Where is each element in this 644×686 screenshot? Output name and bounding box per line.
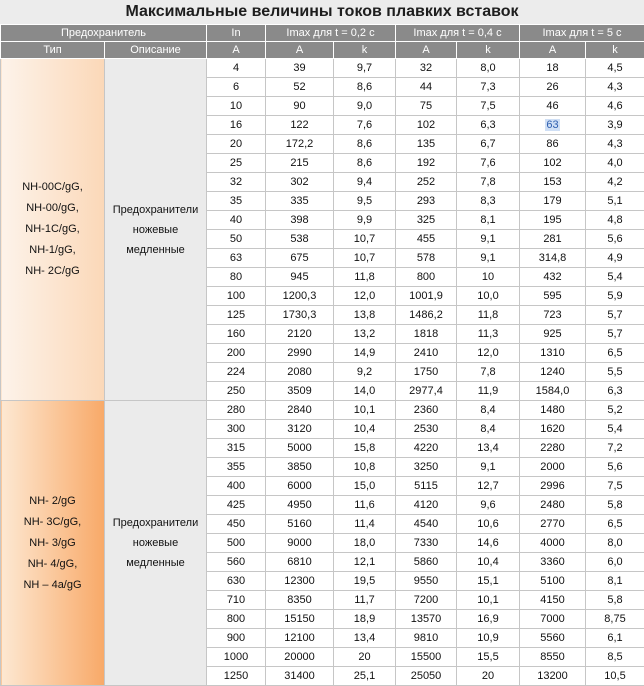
imax-0-4-k-cell: 7,5 bbox=[457, 97, 520, 116]
imax-5-a-cell: 281 bbox=[520, 230, 586, 249]
imax-5-a-cell bbox=[520, 116, 586, 135]
imax-0-2-k-cell: 20 bbox=[334, 648, 396, 667]
in-value-cell: 710 bbox=[207, 591, 266, 610]
imax-0-2-a-cell: 2080 bbox=[266, 363, 334, 382]
imax-0-2-k-cell: 10,1 bbox=[334, 401, 396, 420]
fuse-type-line: NH-1/gG, bbox=[1, 240, 104, 261]
imax-0-4-k-cell: 10,0 bbox=[457, 287, 520, 306]
imax-0-4-a-cell: 3250 bbox=[396, 458, 457, 477]
imax-0-4-k-cell: 12,0 bbox=[457, 344, 520, 363]
imax-5-a-cell: 3360 bbox=[520, 553, 586, 572]
imax-0-2-k-cell: 13,8 bbox=[334, 306, 396, 325]
imax-5-a-cell: 4150 bbox=[520, 591, 586, 610]
fuse-description-line: медленные bbox=[105, 553, 206, 573]
imax-0-4-a-cell: 7200 bbox=[396, 591, 457, 610]
imax-0-2-a-cell: 5000 bbox=[266, 439, 334, 458]
fuse-type-line: NH- 3/gG bbox=[1, 533, 104, 554]
imax-0-2-k-cell: 14,9 bbox=[334, 344, 396, 363]
imax-0-4-a-cell: 4220 bbox=[396, 439, 457, 458]
in-value-cell: 630 bbox=[207, 572, 266, 591]
imax-0-4-k-cell: 7,8 bbox=[457, 173, 520, 192]
imax-0-2-a-cell: 20000 bbox=[266, 648, 334, 667]
imax-0-4-a-cell: 9550 bbox=[396, 572, 457, 591]
imax-0-2-a-cell: 398 bbox=[266, 211, 334, 230]
imax-0-2-a-cell: 215 bbox=[266, 154, 334, 173]
imax-5-k-cell: 5,7 bbox=[586, 306, 644, 325]
in-value-cell: 6 bbox=[207, 78, 266, 97]
imax-5-k-cell: 5,1 bbox=[586, 192, 644, 211]
imax-0-4-k-cell: 10,6 bbox=[457, 515, 520, 534]
in-value-cell: 560 bbox=[207, 553, 266, 572]
imax-5-k-cell: 5,8 bbox=[586, 496, 644, 515]
unit-k: k bbox=[334, 42, 396, 59]
imax-0-2-a-cell: 31400 bbox=[266, 667, 334, 686]
imax-0-4-a-cell: 5115 bbox=[396, 477, 457, 496]
imax-5-k-cell: 3,9 bbox=[586, 116, 644, 135]
imax-0-2-a-cell: 1730,3 bbox=[266, 306, 334, 325]
fuse-description-cell bbox=[105, 401, 207, 686]
imax-5-a-cell: 26 bbox=[520, 78, 586, 97]
imax-0-2-k-cell: 11,6 bbox=[334, 496, 396, 515]
imax-0-4-k-cell: 6,7 bbox=[457, 135, 520, 154]
imax-0-2-a-cell: 2840 bbox=[266, 401, 334, 420]
table-row bbox=[1, 59, 644, 78]
in-value-cell: 200 bbox=[207, 344, 266, 363]
imax-0-2-k-cell: 25,1 bbox=[334, 667, 396, 686]
imax-0-2-a-cell: 39 bbox=[266, 59, 334, 78]
in-value-cell: 32 bbox=[207, 173, 266, 192]
imax-0-2-k-cell: 12,1 bbox=[334, 553, 396, 572]
imax-0-4-a-cell: 455 bbox=[396, 230, 457, 249]
header-imax-0-2: Imax для t = 0,2 c bbox=[266, 25, 396, 42]
imax-5-a-cell: 18 bbox=[520, 59, 586, 78]
imax-0-4-k-cell: 13,4 bbox=[457, 439, 520, 458]
in-value-cell: 425 bbox=[207, 496, 266, 515]
fuse-type-line: NH- 4/gG, bbox=[1, 554, 104, 575]
imax-0-2-k-cell: 13,4 bbox=[334, 629, 396, 648]
imax-5-k-cell: 4,6 bbox=[586, 97, 644, 116]
imax-0-4-k-cell: 9,1 bbox=[457, 230, 520, 249]
fuse-description-line: ножевые bbox=[105, 533, 206, 553]
imax-0-4-k-cell: 11,8 bbox=[457, 306, 520, 325]
fuse-description-line: медленные bbox=[105, 240, 206, 260]
imax-0-2-a-cell: 675 bbox=[266, 249, 334, 268]
imax-5-k-cell: 4,3 bbox=[586, 135, 644, 154]
imax-5-k-cell: 8,0 bbox=[586, 534, 644, 553]
imax-5-k-cell: 5,7 bbox=[586, 325, 644, 344]
header-type: Тип bbox=[1, 42, 105, 59]
imax-0-2-a-cell: 302 bbox=[266, 173, 334, 192]
imax-5-k-cell: 5,2 bbox=[586, 401, 644, 420]
imax-5-k-cell: 5,6 bbox=[586, 230, 644, 249]
imax-0-4-k-cell: 6,3 bbox=[457, 116, 520, 135]
imax-0-4-k-cell: 10 bbox=[457, 268, 520, 287]
imax-0-4-k-cell: 11,3 bbox=[457, 325, 520, 344]
header-row-2 bbox=[1, 42, 644, 59]
imax-0-4-k-cell: 8,0 bbox=[457, 59, 520, 78]
imax-5-a-cell: 432 bbox=[520, 268, 586, 287]
imax-0-2-k-cell: 9,2 bbox=[334, 363, 396, 382]
imax-0-2-k-cell: 12,0 bbox=[334, 287, 396, 306]
in-value-cell: 300 bbox=[207, 420, 266, 439]
unit-k: k bbox=[457, 42, 520, 59]
fuse-type-line: NH-00C/gG, bbox=[1, 177, 104, 198]
imax-5-k-cell: 4,0 bbox=[586, 154, 644, 173]
imax-0-2-k-cell: 15,8 bbox=[334, 439, 396, 458]
imax-0-4-a-cell: 44 bbox=[396, 78, 457, 97]
imax-5-k-cell: 8,5 bbox=[586, 648, 644, 667]
imax-0-2-a-cell: 335 bbox=[266, 192, 334, 211]
imax-5-a-cell: 1620 bbox=[520, 420, 586, 439]
imax-0-4-a-cell: 1001,9 bbox=[396, 287, 457, 306]
imax-5-a-cell: 2000 bbox=[520, 458, 586, 477]
in-value-cell: 1250 bbox=[207, 667, 266, 686]
in-value-cell: 40 bbox=[207, 211, 266, 230]
selected-value: 63 bbox=[545, 119, 559, 131]
imax-5-k-cell: 5,4 bbox=[586, 268, 644, 287]
imax-0-2-k-cell: 18,9 bbox=[334, 610, 396, 629]
imax-5-k-cell: 4,3 bbox=[586, 78, 644, 97]
imax-0-4-a-cell: 1486,2 bbox=[396, 306, 457, 325]
in-value-cell: 16 bbox=[207, 116, 266, 135]
imax-0-2-k-cell: 11,8 bbox=[334, 268, 396, 287]
imax-0-2-k-cell: 10,4 bbox=[334, 420, 396, 439]
imax-0-2-a-cell: 8350 bbox=[266, 591, 334, 610]
imax-5-k-cell: 5,4 bbox=[586, 420, 644, 439]
imax-0-4-a-cell: 4120 bbox=[396, 496, 457, 515]
unit-a: A bbox=[207, 42, 266, 59]
imax-0-4-k-cell: 15,5 bbox=[457, 648, 520, 667]
imax-0-4-a-cell: 192 bbox=[396, 154, 457, 173]
imax-5-a-cell: 8550 bbox=[520, 648, 586, 667]
imax-0-2-a-cell: 4950 bbox=[266, 496, 334, 515]
fuse-type-line: NH – 4a/gG bbox=[1, 575, 104, 596]
imax-0-2-k-cell: 8,6 bbox=[334, 135, 396, 154]
imax-0-2-k-cell: 14,0 bbox=[334, 382, 396, 401]
imax-5-a-cell: 314,8 bbox=[520, 249, 586, 268]
imax-0-2-a-cell: 3509 bbox=[266, 382, 334, 401]
imax-5-a-cell: 1584,0 bbox=[520, 382, 586, 401]
in-value-cell: 35 bbox=[207, 192, 266, 211]
imax-0-4-a-cell: 75 bbox=[396, 97, 457, 116]
imax-0-2-k-cell: 10,7 bbox=[334, 230, 396, 249]
imax-0-4-a-cell: 13570 bbox=[396, 610, 457, 629]
in-value-cell: 160 bbox=[207, 325, 266, 344]
imax-0-4-k-cell: 10,1 bbox=[457, 591, 520, 610]
imax-5-k-cell: 4,2 bbox=[586, 173, 644, 192]
in-value-cell: 80 bbox=[207, 268, 266, 287]
imax-0-2-a-cell: 5160 bbox=[266, 515, 334, 534]
imax-0-4-k-cell: 20 bbox=[457, 667, 520, 686]
in-value-cell: 4 bbox=[207, 59, 266, 78]
imax-0-2-a-cell: 1200,3 bbox=[266, 287, 334, 306]
imax-5-k-cell: 4,5 bbox=[586, 59, 644, 78]
imax-0-2-a-cell: 122 bbox=[266, 116, 334, 135]
imax-5-a-cell: 153 bbox=[520, 173, 586, 192]
fuse-type-line: NH- 2/gG bbox=[1, 491, 104, 512]
imax-5-k-cell: 4,9 bbox=[586, 249, 644, 268]
imax-5-k-cell: 5,8 bbox=[586, 591, 644, 610]
imax-0-4-k-cell: 15,1 bbox=[457, 572, 520, 591]
imax-0-2-a-cell: 3850 bbox=[266, 458, 334, 477]
in-value-cell: 280 bbox=[207, 401, 266, 420]
imax-0-4-a-cell: 15500 bbox=[396, 648, 457, 667]
imax-5-k-cell: 5,5 bbox=[586, 363, 644, 382]
header-imax-5: Imax для t = 5 c bbox=[520, 25, 644, 42]
imax-0-4-k-cell: 16,9 bbox=[457, 610, 520, 629]
imax-0-2-k-cell: 13,2 bbox=[334, 325, 396, 344]
header-description: Описание bbox=[105, 42, 207, 59]
unit-a: A bbox=[520, 42, 586, 59]
fuse-type-line: NH-00/gG, bbox=[1, 198, 104, 219]
imax-0-4-k-cell: 12,7 bbox=[457, 477, 520, 496]
imax-0-2-a-cell: 52 bbox=[266, 78, 334, 97]
imax-0-2-k-cell: 18,0 bbox=[334, 534, 396, 553]
imax-0-2-a-cell: 945 bbox=[266, 268, 334, 287]
imax-0-2-k-cell: 10,8 bbox=[334, 458, 396, 477]
in-value-cell: 25 bbox=[207, 154, 266, 173]
imax-5-a-cell: 1480 bbox=[520, 401, 586, 420]
imax-0-4-k-cell: 9,1 bbox=[457, 458, 520, 477]
in-value-cell: 125 bbox=[207, 306, 266, 325]
unit-a: A bbox=[266, 42, 334, 59]
imax-5-k-cell: 7,2 bbox=[586, 439, 644, 458]
in-value-cell: 63 bbox=[207, 249, 266, 268]
imax-5-k-cell: 7,5 bbox=[586, 477, 644, 496]
imax-5-k-cell: 6,5 bbox=[586, 515, 644, 534]
imax-5-k-cell: 4,8 bbox=[586, 211, 644, 230]
imax-5-a-cell: 2770 bbox=[520, 515, 586, 534]
imax-0-4-k-cell: 7,3 bbox=[457, 78, 520, 97]
imax-0-4-a-cell: 800 bbox=[396, 268, 457, 287]
imax-5-a-cell: 2996 bbox=[520, 477, 586, 496]
in-value-cell: 1000 bbox=[207, 648, 266, 667]
imax-5-k-cell: 8,1 bbox=[586, 572, 644, 591]
fuse-type-line: NH- 3C/gG, bbox=[1, 512, 104, 533]
imax-0-2-k-cell: 15,0 bbox=[334, 477, 396, 496]
header-row-1 bbox=[1, 25, 644, 42]
imax-5-k-cell: 10,5 bbox=[586, 667, 644, 686]
imax-5-a-cell: 13200 bbox=[520, 667, 586, 686]
in-value-cell: 500 bbox=[207, 534, 266, 553]
fuse-description-cell bbox=[105, 59, 207, 401]
imax-0-2-a-cell: 3120 bbox=[266, 420, 334, 439]
imax-5-a-cell: 595 bbox=[520, 287, 586, 306]
imax-0-4-a-cell: 2360 bbox=[396, 401, 457, 420]
imax-0-2-k-cell: 8,6 bbox=[334, 78, 396, 97]
imax-0-4-k-cell: 9,6 bbox=[457, 496, 520, 515]
unit-a: A bbox=[396, 42, 457, 59]
imax-0-4-k-cell: 8,4 bbox=[457, 401, 520, 420]
in-value-cell: 100 bbox=[207, 287, 266, 306]
imax-0-4-k-cell: 11,9 bbox=[457, 382, 520, 401]
imax-0-2-k-cell: 19,5 bbox=[334, 572, 396, 591]
imax-0-2-k-cell: 9,4 bbox=[334, 173, 396, 192]
imax-0-2-a-cell: 538 bbox=[266, 230, 334, 249]
imax-0-4-a-cell: 32 bbox=[396, 59, 457, 78]
imax-0-4-a-cell: 25050 bbox=[396, 667, 457, 686]
imax-0-4-k-cell: 7,6 bbox=[457, 154, 520, 173]
imax-0-4-a-cell: 252 bbox=[396, 173, 457, 192]
imax-0-2-k-cell: 7,6 bbox=[334, 116, 396, 135]
in-value-cell: 20 bbox=[207, 135, 266, 154]
fuse-description-line: ножевые bbox=[105, 220, 206, 240]
imax-5-a-cell: 5560 bbox=[520, 629, 586, 648]
imax-0-2-k-cell: 8,6 bbox=[334, 154, 396, 173]
imax-0-4-k-cell: 8,3 bbox=[457, 192, 520, 211]
in-value-cell: 50 bbox=[207, 230, 266, 249]
in-value-cell: 224 bbox=[207, 363, 266, 382]
imax-0-2-a-cell: 12100 bbox=[266, 629, 334, 648]
table-row bbox=[1, 401, 644, 420]
imax-5-a-cell: 2280 bbox=[520, 439, 586, 458]
fuse-type-cell bbox=[1, 401, 105, 686]
imax-0-4-a-cell: 9810 bbox=[396, 629, 457, 648]
header-fuse: Предохранитель bbox=[1, 25, 207, 42]
imax-0-4-a-cell: 2977,4 bbox=[396, 382, 457, 401]
imax-0-4-a-cell: 5860 bbox=[396, 553, 457, 572]
imax-0-4-a-cell: 135 bbox=[396, 135, 457, 154]
imax-5-k-cell: 5,9 bbox=[586, 287, 644, 306]
imax-0-4-k-cell: 14,6 bbox=[457, 534, 520, 553]
imax-0-4-a-cell: 2410 bbox=[396, 344, 457, 363]
imax-5-a-cell: 2480 bbox=[520, 496, 586, 515]
imax-0-2-k-cell: 9,9 bbox=[334, 211, 396, 230]
in-value-cell: 800 bbox=[207, 610, 266, 629]
in-value-cell: 10 bbox=[207, 97, 266, 116]
in-value-cell: 315 bbox=[207, 439, 266, 458]
imax-0-4-k-cell: 8,1 bbox=[457, 211, 520, 230]
imax-5-k-cell: 6,5 bbox=[586, 344, 644, 363]
imax-5-a-cell: 1240 bbox=[520, 363, 586, 382]
imax-0-4-a-cell: 4540 bbox=[396, 515, 457, 534]
header-in: In bbox=[207, 25, 266, 42]
header-imax-0-4: Imax для t = 0,4 c bbox=[396, 25, 520, 42]
imax-0-4-a-cell: 578 bbox=[396, 249, 457, 268]
imax-0-2-k-cell: 10,7 bbox=[334, 249, 396, 268]
imax-0-2-k-cell: 9,7 bbox=[334, 59, 396, 78]
imax-0-2-a-cell: 172,2 bbox=[266, 135, 334, 154]
imax-5-k-cell: 6,1 bbox=[586, 629, 644, 648]
imax-5-k-cell: 8,75 bbox=[586, 610, 644, 629]
imax-0-4-k-cell: 9,1 bbox=[457, 249, 520, 268]
imax-5-a-cell: 102 bbox=[520, 154, 586, 173]
imax-5-a-cell: 925 bbox=[520, 325, 586, 344]
imax-0-2-a-cell: 90 bbox=[266, 97, 334, 116]
in-value-cell: 250 bbox=[207, 382, 266, 401]
imax-0-2-a-cell: 6810 bbox=[266, 553, 334, 572]
imax-5-a-cell: 195 bbox=[520, 211, 586, 230]
imax-0-4-a-cell: 293 bbox=[396, 192, 457, 211]
table-title: Максимальные величины токов плавких вставок bbox=[0, 0, 644, 24]
imax-0-4-a-cell: 325 bbox=[396, 211, 457, 230]
in-value-cell: 355 bbox=[207, 458, 266, 477]
fuse-type-cell bbox=[1, 59, 105, 401]
imax-0-2-k-cell: 11,4 bbox=[334, 515, 396, 534]
fuse-table bbox=[0, 24, 644, 686]
imax-5-k-cell: 6,3 bbox=[586, 382, 644, 401]
imax-5-k-cell: 6,0 bbox=[586, 553, 644, 572]
imax-5-a-cell: 4000 bbox=[520, 534, 586, 553]
imax-0-4-a-cell: 102 bbox=[396, 116, 457, 135]
fuse-type-line: NH-1C/gG, bbox=[1, 219, 104, 240]
imax-0-2-a-cell: 12300 bbox=[266, 572, 334, 591]
imax-5-a-cell: 7000 bbox=[520, 610, 586, 629]
fuse-description-line: Предохранители bbox=[105, 200, 206, 220]
imax-0-2-a-cell: 9000 bbox=[266, 534, 334, 553]
imax-0-2-k-cell: 9,5 bbox=[334, 192, 396, 211]
imax-5-a-cell: 5100 bbox=[520, 572, 586, 591]
imax-0-4-a-cell: 1818 bbox=[396, 325, 457, 344]
imax-0-2-a-cell: 6000 bbox=[266, 477, 334, 496]
imax-0-2-k-cell: 9,0 bbox=[334, 97, 396, 116]
imax-5-a-cell: 723 bbox=[520, 306, 586, 325]
imax-0-2-a-cell: 2120 bbox=[266, 325, 334, 344]
in-value-cell: 450 bbox=[207, 515, 266, 534]
imax-5-k-cell: 5,6 bbox=[586, 458, 644, 477]
imax-0-4-k-cell: 7,8 bbox=[457, 363, 520, 382]
imax-0-4-k-cell: 10,4 bbox=[457, 553, 520, 572]
imax-0-2-a-cell: 2990 bbox=[266, 344, 334, 363]
imax-0-4-k-cell: 8,4 bbox=[457, 420, 520, 439]
imax-5-a-cell: 86 bbox=[520, 135, 586, 154]
imax-0-2-k-cell: 11,7 bbox=[334, 591, 396, 610]
in-value-cell: 400 bbox=[207, 477, 266, 496]
imax-0-4-a-cell: 2530 bbox=[396, 420, 457, 439]
imax-5-a-cell: 46 bbox=[520, 97, 586, 116]
imax-5-a-cell: 179 bbox=[520, 192, 586, 211]
imax-0-4-a-cell: 7330 bbox=[396, 534, 457, 553]
imax-0-4-k-cell: 10,9 bbox=[457, 629, 520, 648]
unit-k: k bbox=[586, 42, 644, 59]
imax-5-a-cell: 1310 bbox=[520, 344, 586, 363]
in-value-cell: 900 bbox=[207, 629, 266, 648]
fuse-type-line: NH- 2C/gG bbox=[1, 261, 104, 282]
imax-0-4-a-cell: 1750 bbox=[396, 363, 457, 382]
fuse-description-line: Предохранители bbox=[105, 513, 206, 533]
imax-0-2-a-cell: 15150 bbox=[266, 610, 334, 629]
